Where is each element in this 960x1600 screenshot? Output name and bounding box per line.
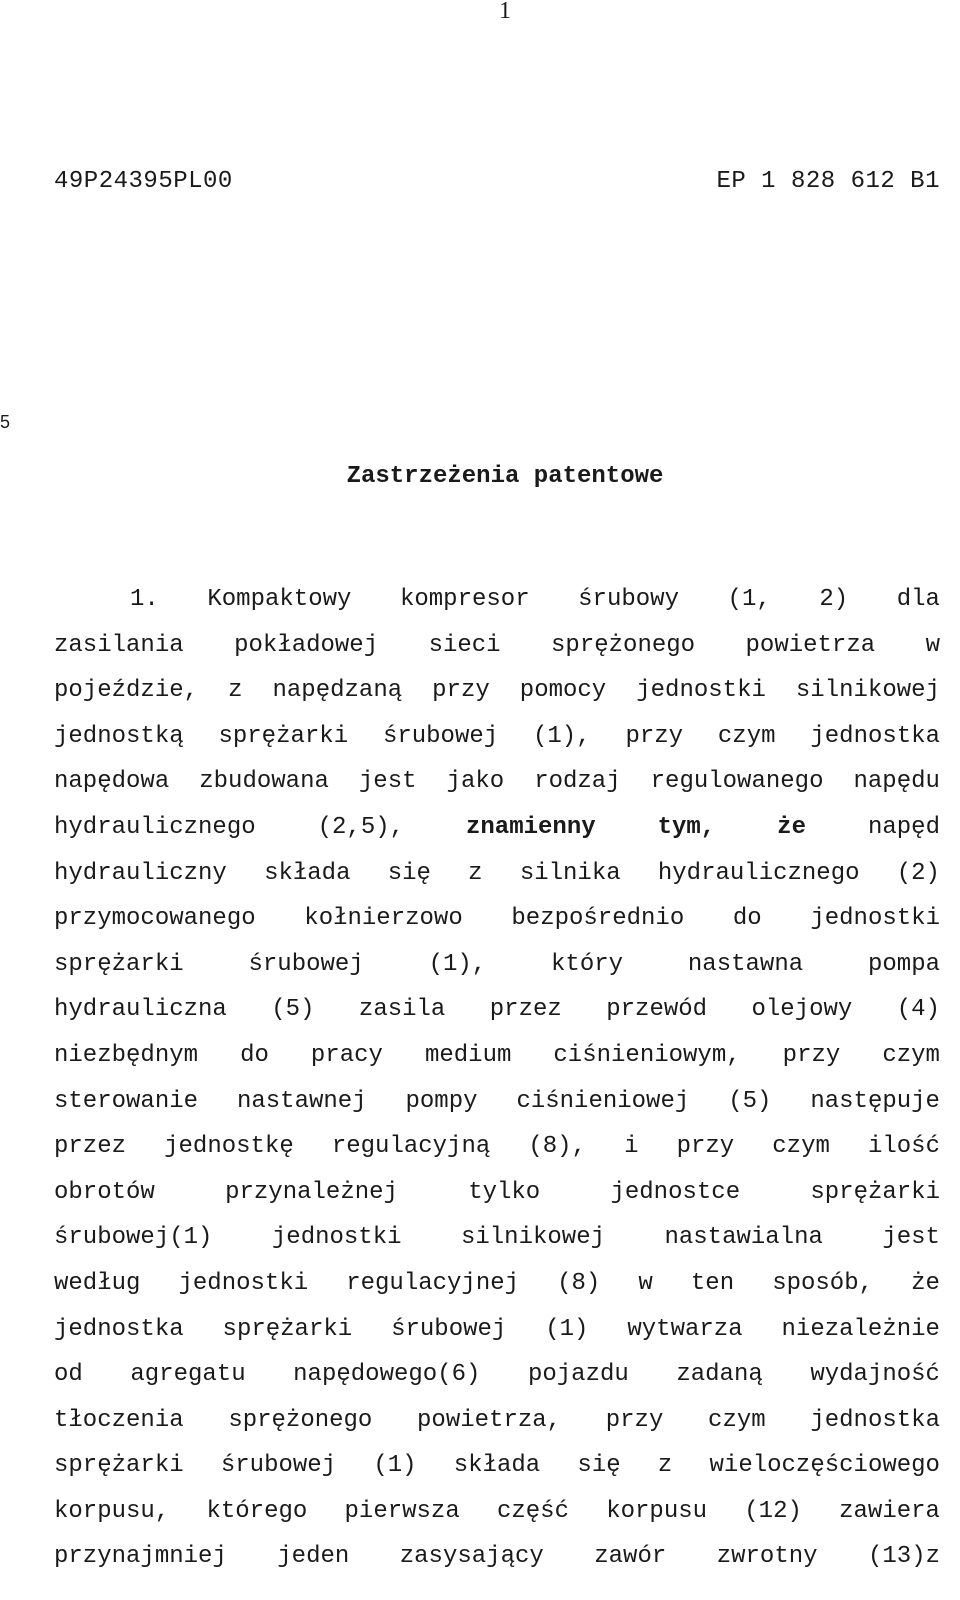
claim-word: do <box>732 905 762 933</box>
claim-line <box>54 1226 940 1272</box>
claim-word: hydraulicznego <box>54 813 256 841</box>
claim-word: jednostka <box>810 722 940 750</box>
claim-word: olejowy <box>751 996 853 1024</box>
claim-word: pracy <box>310 1041 383 1069</box>
claim-word: powietrza <box>745 631 876 659</box>
claim-word: jest <box>882 1224 940 1252</box>
claim-word: sprężarki <box>810 1178 940 1206</box>
claim-line <box>54 859 940 908</box>
claim-word: korpusu, <box>54 1497 170 1525</box>
claim-keyword: znamienny <box>466 813 596 841</box>
claim-word: nastawna <box>687 950 804 978</box>
claims-heading: Zastrzeżenia patentowe <box>346 463 664 490</box>
claim-line <box>54 1087 940 1136</box>
claim-word: obrotów <box>54 1178 155 1206</box>
claim-line <box>54 1135 940 1181</box>
claim-word: pompy <box>405 1087 478 1115</box>
claim-word: sprężarki <box>54 1452 184 1480</box>
claim-word: przez <box>54 1133 127 1161</box>
claim-word: napędzaną <box>272 677 403 705</box>
document-id: 49P24395PL00 <box>54 168 233 195</box>
claim-line <box>54 998 940 1044</box>
claim-word: wieloczęściowego <box>709 1452 940 1480</box>
claim-word: następuje <box>810 1087 940 1115</box>
margin-line-number: 5 <box>0 412 11 432</box>
publication-number: EP 1 828 612 B1 <box>716 168 940 195</box>
claim-word: ciśnieniowej <box>516 1087 690 1115</box>
claim-word: przymocowanego <box>54 905 256 933</box>
claim-word: niezależnie <box>781 1315 940 1343</box>
claim-word: (8), <box>528 1133 586 1161</box>
claim-word: jest <box>358 768 417 796</box>
claim-word: niezbędnym <box>54 1041 199 1069</box>
claim-word: kołnierzowo <box>304 905 463 933</box>
claim-word: zawiera <box>839 1497 940 1525</box>
claim-line <box>54 631 940 680</box>
claim-word: regulowanego <box>650 768 824 796</box>
claim-word: który <box>551 950 624 978</box>
claim-word: (1, <box>727 586 771 613</box>
claim-line <box>54 1315 940 1364</box>
claim-word: przy <box>605 1406 664 1434</box>
claim-word: którego <box>206 1497 308 1525</box>
claim-word: hydrauliczna <box>54 996 227 1024</box>
claim-word: zwrotny <box>716 1543 818 1571</box>
claim-word: sprężarki <box>54 950 184 978</box>
claim-word: śrubowej <box>382 722 499 750</box>
claim-word: jednostka <box>54 1315 184 1343</box>
claim-word: zasysający <box>399 1543 544 1571</box>
claim-word: ten <box>690 1269 735 1297</box>
claim-line <box>54 679 940 725</box>
claim-word: silnikowej <box>460 1224 605 1252</box>
claim-line <box>54 1406 940 1455</box>
claim-word: (5) <box>271 996 315 1024</box>
claim-keyword: tym, <box>657 813 716 841</box>
claim-word: jednostki <box>271 1224 402 1252</box>
claim-word: jednostki <box>178 1269 309 1297</box>
claim-word: przynależnej <box>225 1178 398 1206</box>
claim-word: ilość <box>867 1133 940 1161</box>
claim-word: (5) <box>728 1087 772 1115</box>
claim-line <box>54 770 940 816</box>
claim-word: nastawialna <box>664 1224 823 1252</box>
claim-word: pojeździe, <box>54 677 199 705</box>
claim-word: do <box>240 1041 269 1069</box>
claim-word: przy <box>432 677 490 705</box>
claim-word: się <box>577 1452 621 1480</box>
claim-word: przynajmniej <box>54 1543 227 1571</box>
claim-word: 1. <box>130 586 159 613</box>
claim-word: jednostce <box>610 1178 741 1206</box>
claim-line <box>54 1497 940 1546</box>
claim-word: składa <box>264 859 351 887</box>
claim-word: silnika <box>519 859 621 887</box>
claim-word: napędu <box>853 768 940 796</box>
claim-word: się <box>387 859 431 887</box>
claim-word: część <box>496 1497 569 1525</box>
claim-line <box>54 1178 940 1227</box>
claim-word: czym <box>772 1133 830 1161</box>
claim-word: jednostkę <box>164 1133 294 1161</box>
claim-word: jako <box>446 768 505 796</box>
claim-word: zasila <box>358 996 446 1024</box>
claim-word: (1) <box>373 1452 417 1480</box>
claim-word: napęd <box>867 813 940 841</box>
claim-word: nastawnej <box>236 1087 367 1115</box>
claim-word: w <box>638 1269 653 1297</box>
claim-word: śrubowej <box>220 1452 337 1480</box>
claim-line <box>54 588 940 634</box>
claim-word: napędowego(6) <box>293 1361 481 1389</box>
claim-word: (2) <box>896 859 940 887</box>
claim-word: sprężarki <box>222 1315 353 1343</box>
claim-word: hydrauliczny <box>54 859 227 887</box>
claim-word: jednostki <box>636 677 766 705</box>
claim-word: hydraulicznego <box>657 859 860 887</box>
claim-word: medium <box>424 1041 512 1069</box>
claim-word: wydajność <box>810 1361 940 1389</box>
claim-word: czym <box>717 722 776 750</box>
claim-word: sprężonego <box>228 1406 373 1434</box>
claim-word: silnikowej <box>795 677 940 705</box>
claim-line <box>54 1454 940 1500</box>
claim-1-body <box>54 588 940 1591</box>
claim-word: zasilania <box>54 631 184 659</box>
claim-word: jednostka <box>810 1406 940 1434</box>
claim-word: (1), <box>533 722 591 750</box>
claim-word: ciśnieniowym, <box>553 1041 741 1069</box>
claim-word: od <box>54 1361 83 1389</box>
claim-word: Kompaktowy <box>207 586 352 613</box>
claim-word: (1) <box>545 1315 589 1343</box>
claim-word: bezpośrednio <box>511 905 685 933</box>
claim-word: (8) <box>557 1269 601 1297</box>
claim-word: (1), <box>428 950 487 978</box>
claim-word: pierwsza <box>344 1497 460 1525</box>
claim-word: z <box>228 677 243 705</box>
claim-word: jednostką <box>54 722 184 750</box>
claim-word: agregatu <box>130 1361 246 1389</box>
claim-word: i <box>624 1133 639 1161</box>
claim-word: rodzaj <box>534 768 621 796</box>
claim-word: pompa <box>867 950 940 978</box>
claim-word: wytwarza <box>627 1315 743 1343</box>
claim-word: sprężarki <box>218 722 349 750</box>
claim-word: przy <box>676 1133 735 1161</box>
claim-word: (12) <box>744 1497 802 1525</box>
claim-word: zadaną <box>676 1361 763 1389</box>
page-number: 1 <box>499 0 511 24</box>
claim-word: z <box>657 1452 673 1480</box>
claim-word: według <box>54 1269 141 1297</box>
claim-word: z <box>468 859 483 887</box>
claim-word: tylko <box>468 1178 541 1206</box>
claim-line <box>54 1041 940 1090</box>
claim-word: składa <box>453 1452 541 1480</box>
claim-word: (2,5), <box>317 813 405 841</box>
claim-word: 2) <box>819 586 849 613</box>
claim-word: napędowa <box>54 768 170 796</box>
claim-word: zbudowana <box>199 768 329 796</box>
claim-line <box>54 1363 940 1409</box>
claim-word: tłoczenia <box>54 1406 184 1434</box>
claim-word: pomocy <box>519 677 607 705</box>
claim-line <box>54 907 940 953</box>
claim-word: zawór <box>594 1543 667 1571</box>
claim-word: czym <box>708 1406 766 1434</box>
claim-word: sposób, <box>772 1269 874 1297</box>
claim-word: pojazdu <box>527 1361 629 1389</box>
claim-word: powietrza, <box>417 1406 562 1434</box>
claim-word: regulacyjnej <box>346 1269 520 1297</box>
claim-line <box>54 950 940 999</box>
claim-word: przez <box>489 996 562 1024</box>
claim-word: pokładowej <box>234 631 379 659</box>
claim-word: śrubowy <box>578 586 679 613</box>
claim-word: korpusu <box>606 1497 708 1525</box>
claim-word: że <box>911 1269 940 1297</box>
claim-line <box>54 1269 940 1318</box>
claim-word: jeden <box>277 1543 350 1571</box>
claim-word: sieci <box>428 631 501 659</box>
claim-word: (13)z <box>867 1543 940 1571</box>
claim-word: regulacyjną <box>331 1133 491 1161</box>
claim-keyword: że <box>777 813 806 841</box>
claim-word: (4) <box>896 996 940 1024</box>
claim-word: śrubowej <box>248 950 364 978</box>
claim-word: śrubowej(1) <box>54 1224 213 1252</box>
claim-word: dla <box>896 586 940 613</box>
claim-word: jednostki <box>810 905 940 933</box>
claim-word: przewód <box>606 996 708 1024</box>
claim-word: czym <box>882 1041 940 1069</box>
claim-line <box>54 1545 940 1591</box>
claim-word: śrubowej <box>391 1315 507 1343</box>
claim-word: przy <box>625 722 684 750</box>
claim-word: przy <box>782 1041 841 1069</box>
claim-word: sprężonego <box>551 631 696 659</box>
claim-line <box>54 722 940 771</box>
claim-word: kompresor <box>399 586 530 613</box>
claim-line <box>54 813 940 862</box>
claim-word: w <box>925 631 940 659</box>
claim-word: sterowanie <box>54 1087 199 1115</box>
